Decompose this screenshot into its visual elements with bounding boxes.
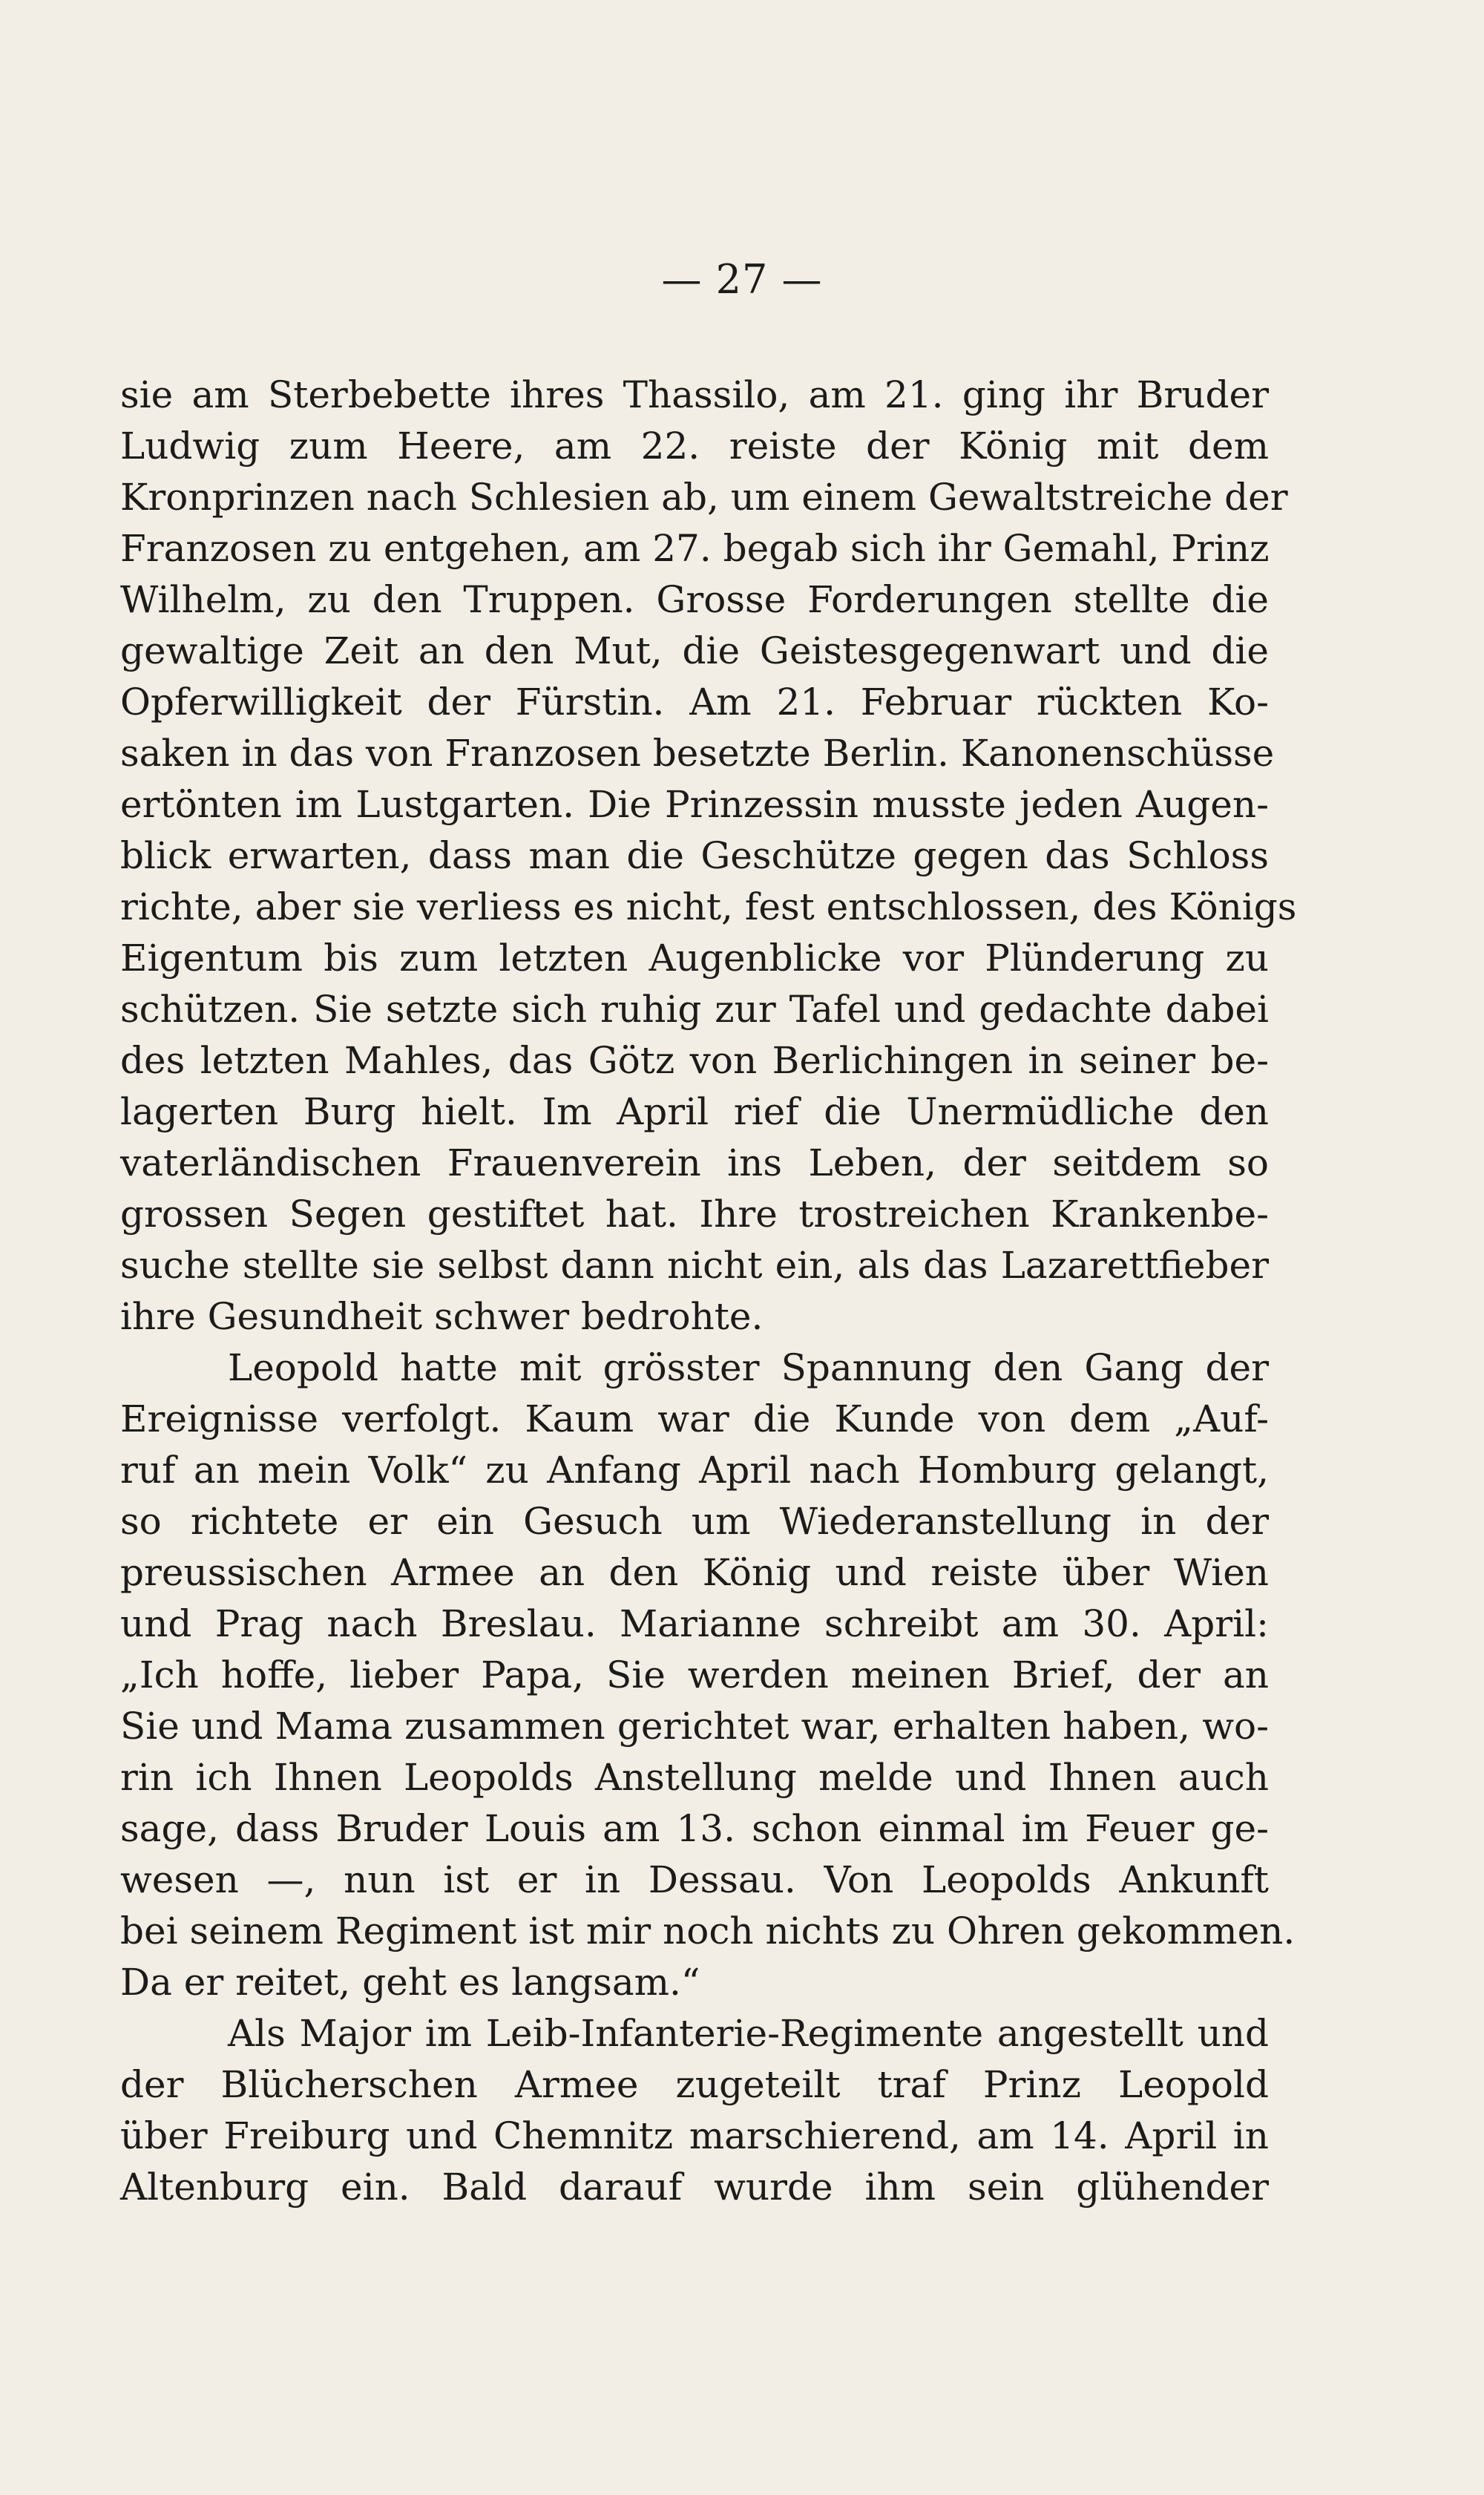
text-line: sage, dass Bruder Louis am 13. schon einmal im Feuer ge- (120, 1807, 1269, 1850)
text-line: vaterländischen Frauenverein ins Leben, der seitdem so (120, 1141, 1269, 1184)
page-number: — 27 — (661, 256, 823, 303)
text-line: Opferwilligkeit der Fürstin. Am 21. Februar rückten Ko- (120, 681, 1269, 724)
text-line: Sie und Mama zusammen gerichtet war, erhalten haben, wo- (120, 1705, 1269, 1748)
text-line: saken in das von Franzosen besetzte Berlin. Kanonenschüsse (120, 732, 1275, 775)
text-line: suche stellte sie selbst dann nicht ein, als das Lazarettfieber (120, 1244, 1269, 1287)
text-line: „Ich hoffe, lieber Papa, Sie werden meinen Brief, der an (120, 1653, 1269, 1696)
text-line: Da er reitet, geht es langsam.“ (120, 1961, 700, 2004)
text-line: Ereignisse verfolgt. Kaum war die Kunde von dem „Auf- (120, 1397, 1269, 1440)
text-line: grossen Segen gestiftet hat. Ihre trostreichen Krankenbe- (120, 1193, 1269, 1236)
text-line: ruf an mein Volk“ zu Anfang April nach Homburg gelangt, (120, 1449, 1269, 1492)
text-line: ertönten im Lustgarten. Die Prinzessin musste jeden Augen- (120, 783, 1269, 826)
text-line: Kronprinzen nach Schlesien ab, um einem Gewaltstreiche der (120, 476, 1288, 519)
text-line: wesen —, nun ist er in Dessau. Von Leopolds Ankunft (120, 1858, 1269, 1901)
text-line: lagerten Burg hielt. Im April rief die Unermüdliche den (120, 1090, 1269, 1133)
text-line: Ludwig zum Heere, am 22. reiste der König mit dem (120, 424, 1269, 468)
text-line: Wilhelm, zu den Truppen. Grosse Forderungen stellte die (120, 578, 1269, 621)
text-line: Als Major im Leib-Infanterie-Regimente angestellt und (228, 2012, 1269, 2055)
text-line: rin ich Ihnen Leopolds Anstellung melde und Ihnen auch (120, 1756, 1269, 1799)
text-line: Leopold hatte mit grösster Spannung den Gang der (228, 1346, 1269, 1389)
text-line: über Freiburg und Chemnitz marschierend, am 14. April in (120, 2114, 1269, 2157)
text-line: blick erwarten, dass man die Geschütze gegen das Schloss (120, 834, 1269, 877)
text-line: gewaltige Zeit an den Mut, die Geistesgegenwart und die (120, 629, 1269, 672)
text-line: schützen. Sie setzte sich ruhig zur Tafel und gedachte dabei (120, 988, 1269, 1031)
text-line: preussischen Armee an den König und reiste über Wien (120, 1551, 1269, 1594)
text-line: Franzosen zu entgehen, am 27. begab sich ihr Gemahl, Prinz (120, 527, 1270, 570)
text-line: so richtete er ein Gesuch um Wiederanstellung in der (120, 1500, 1269, 1543)
text-line: bei seinem Regiment ist mir noch nichts zu Ohren gekommen. (120, 1909, 1296, 1953)
text-line: Eigentum bis zum letzten Augenblicke vor Plünderung zu (120, 937, 1269, 980)
text-line: sie am Sterbebette ihres Thassilo, am 21. ging ihr Bruder (120, 373, 1269, 416)
text-line: der Blücherschen Armee zugeteilt traf Prinz Leopold (120, 2063, 1269, 2106)
text-line: Altenburg ein. Bald darauf wurde ihm sein glühender (120, 2165, 1269, 2209)
text-line: und Prag nach Breslau. Marianne schreibt am 30. April: (120, 1602, 1269, 1645)
text-line: richte, aber sie verliess es nicht, fest entschlossen, des Königs (120, 885, 1297, 928)
text-line: des letzten Mahles, das Götz von Berlichingen in seiner be- (120, 1039, 1269, 1082)
text-line: ihre Gesundheit schwer bedrohte. (120, 1295, 764, 1338)
